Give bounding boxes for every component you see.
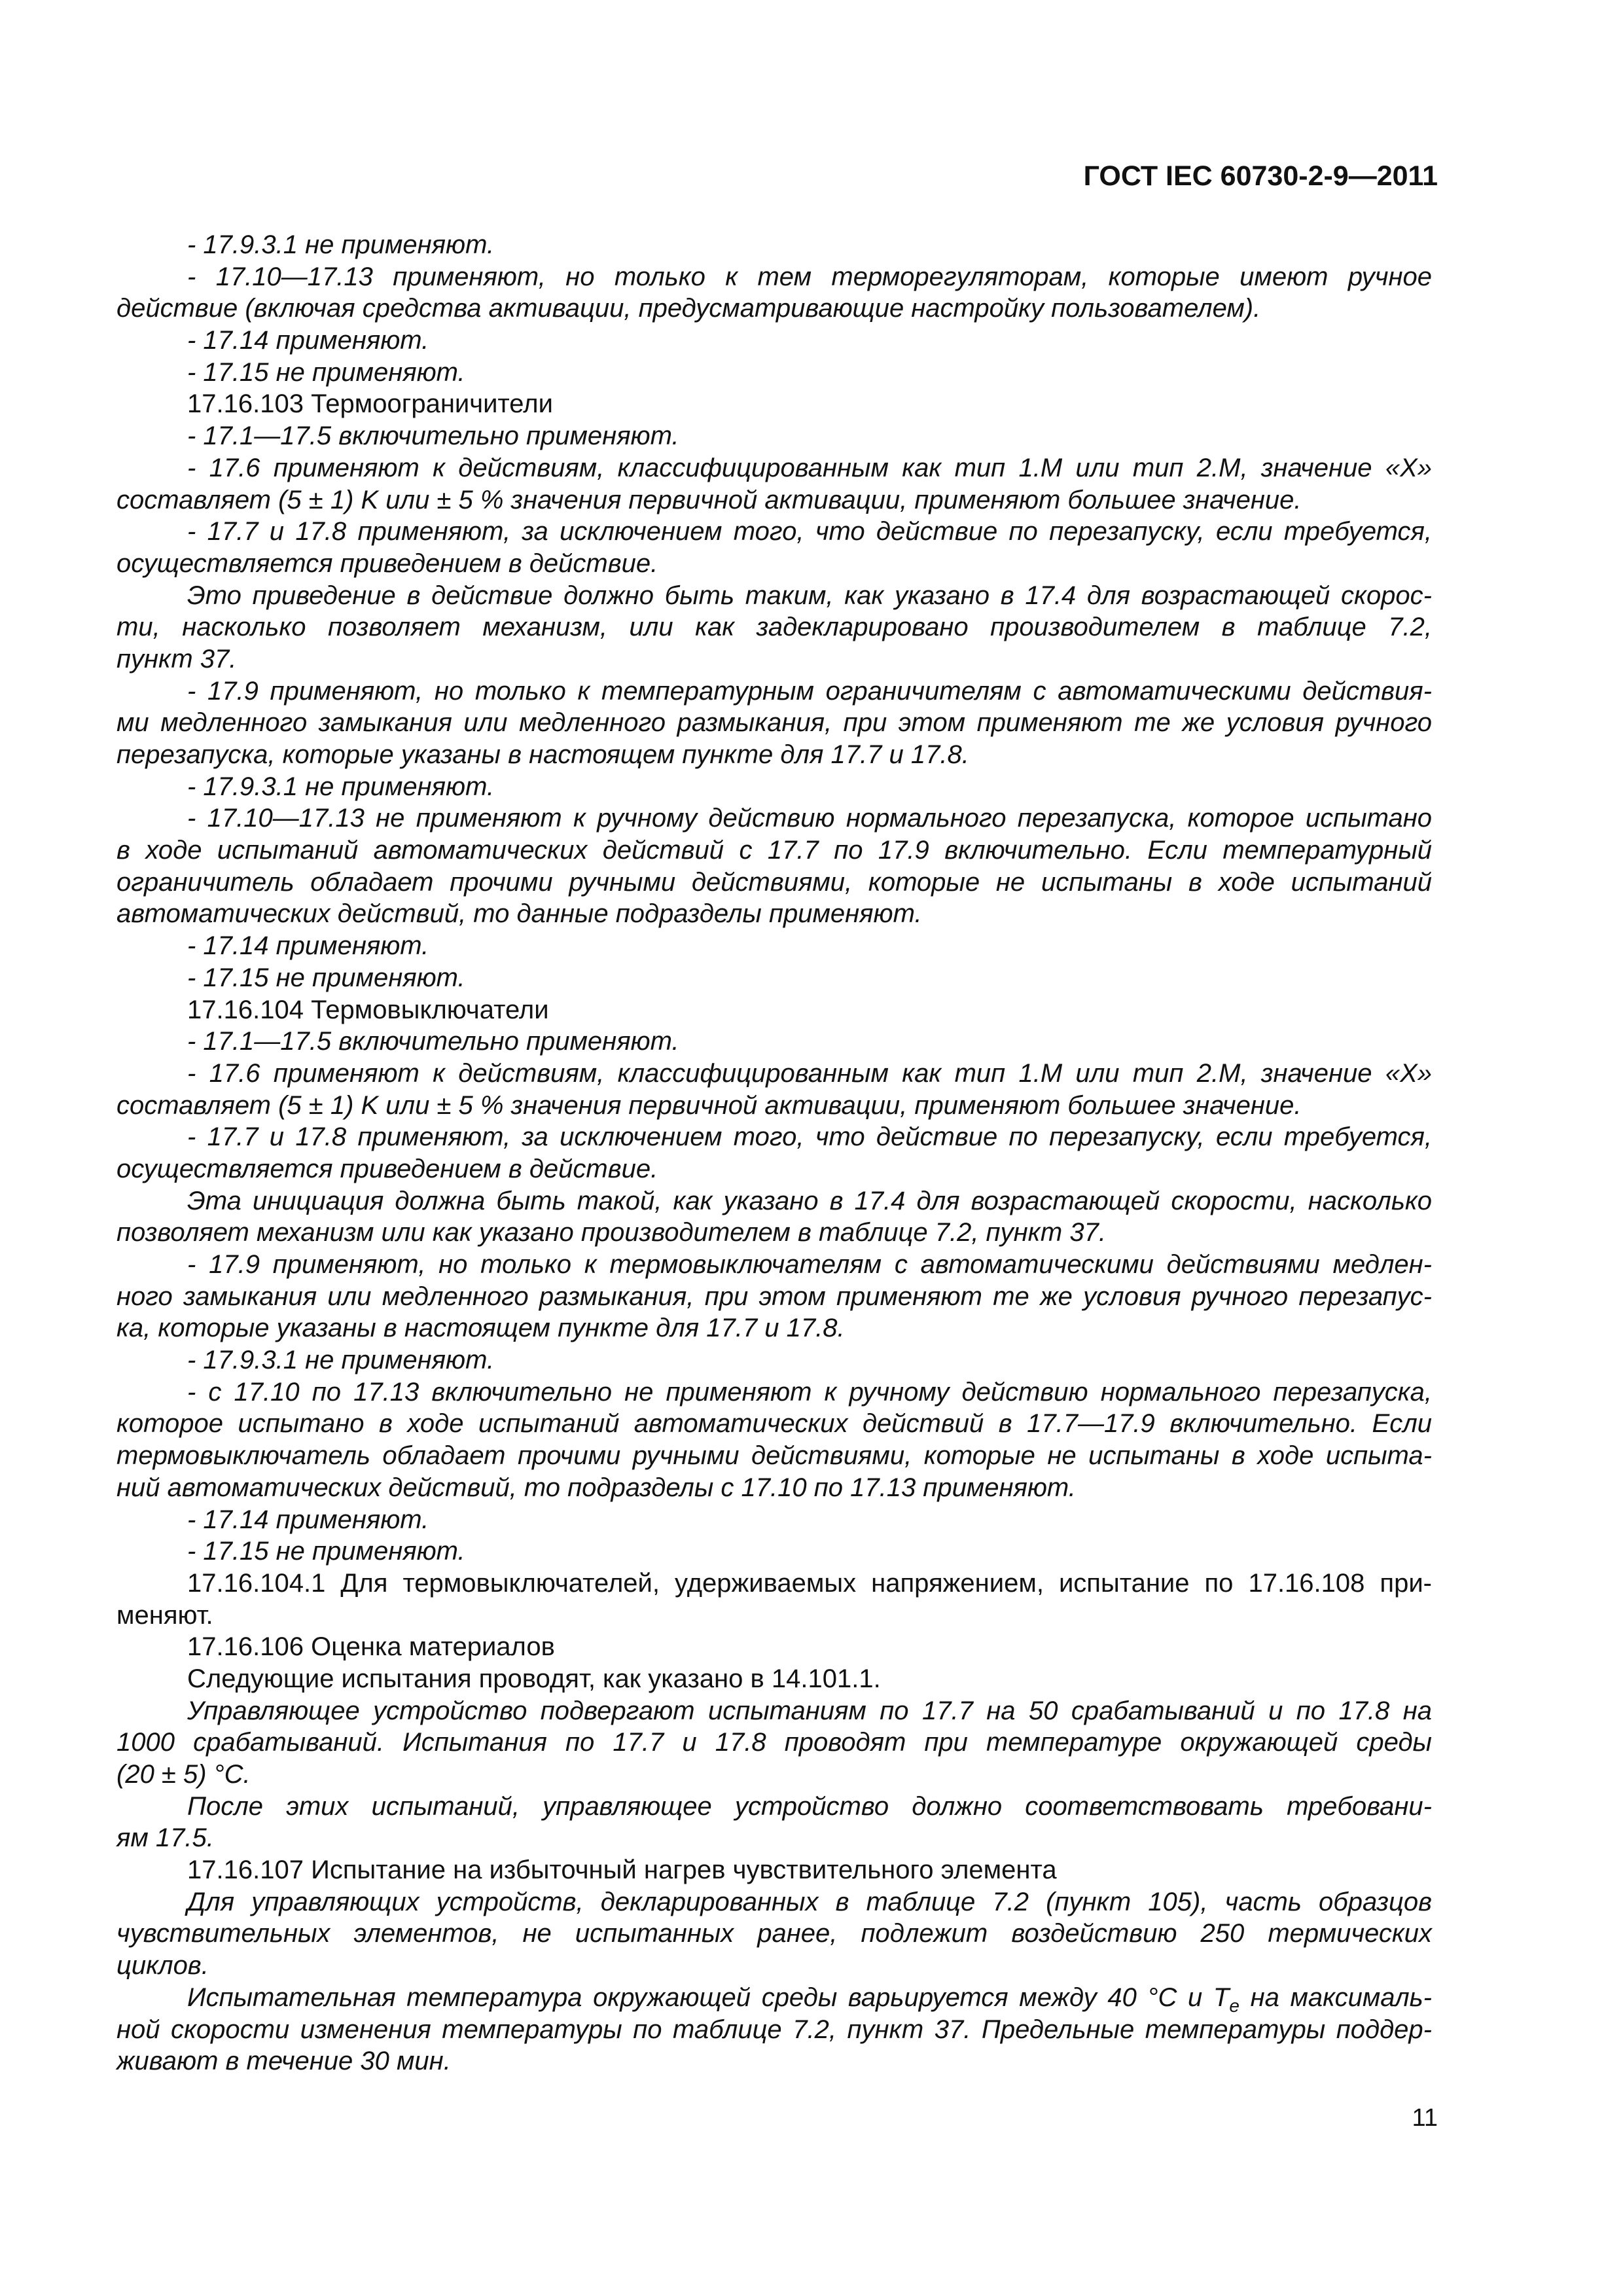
text-line: ям 17.5.: [116, 1823, 214, 1853]
text-line: - 17.7 и 17.8 применяют, за исключением того, что действие по перезапуску, если требуется,: [187, 1122, 1432, 1152]
text-line: - 17.1—17.5 включительно применяют.: [187, 422, 679, 451]
text-line: 17.16.104 Термовыключатели: [187, 995, 549, 1024]
text-line: ний автоматических действий, то подразделы с 17.10 по 17.13 применяют.: [116, 1473, 1076, 1502]
text-line: Это приведение в действие должно быть таким, как указано в 17.4 для возрастающей скорос-: [187, 581, 1432, 610]
text-line: 1000 срабатываний. Испытания по 17.7 и 17.8 проводят при температуре окружающей среды: [116, 1728, 1432, 1757]
text-line: ка, которые указаны в настоящем пункте для 17.7 и 17.8.: [116, 1314, 845, 1343]
text-line: Следующие испытания проводят, как указано в 14.101.1.: [187, 1664, 881, 1693]
text-line: живают в течение 30 мин.: [116, 2047, 451, 2076]
text-line: составляет (5 ± 1) K или ± 5 % значения первичной активации, применяют большее значение.: [116, 1090, 1302, 1120]
text-line: в ходе испытаний автоматических действий с 17.7 по 17.9 включительно. Если температурный: [116, 836, 1432, 865]
text-line: - 17.9.3.1 не применяют.: [187, 772, 495, 801]
page-number: 11: [1412, 2104, 1438, 2132]
text-line: - 17.6 применяют к действиям, классифицированным как тип 1.M или тип 2.M, значение «X»: [187, 453, 1432, 482]
text-line: - 17.10—17.13 применяют, но только к тем терморегуляторам, которые имеют ручное: [187, 262, 1432, 291]
text-line: - 17.14 применяют.: [187, 326, 429, 355]
text-line: (20 ± 5) °C.: [116, 1760, 251, 1789]
text-line: - 17.9.3.1 не применяют.: [187, 230, 495, 259]
text-line: Для управляющих устройств, декларированных в таблице 7.2 (пункт 105), часть образцов: [187, 1887, 1432, 1916]
text-line: ограничитель обладает прочими ручными действиями, которые не испытаны в ходе испытаний: [116, 867, 1432, 897]
text-line: осуществляется приведением в действие.: [116, 548, 658, 578]
text-line: - 17.9 применяют, но только к температурным ограничителям с автоматическими действия-: [187, 676, 1432, 706]
text-line: циклов.: [116, 1951, 209, 1981]
text-line: чувствительных элементов, не испытанных ранее, подлежит воздействию 250 термических: [116, 1919, 1432, 1948]
text-line: ной скорости изменения температуры по таблице 7.2, пункт 37. Предельные температуры поддер-: [116, 2015, 1432, 2044]
text-line: - 17.10—17.13 не применяют к ручному действию нормального перезапуска, которое испытано: [187, 804, 1432, 833]
text-line: действие (включая средства активации, предусматривающие настройку пользователем).: [116, 294, 1261, 323]
text-line: составляет (5 ± 1) K или ± 5 % значения первичной активации, применяют большее значение.: [116, 485, 1302, 514]
subscript: e: [1229, 1995, 1240, 2016]
text-line: меняют.: [116, 1600, 213, 1630]
text-line: пункт 37.: [116, 644, 237, 673]
text-line: - 17.9 применяют, но только к термовыключателям с автоматическими действиями медлен-: [187, 1250, 1432, 1279]
text-line: - 17.1—17.5 включительно применяют.: [187, 1027, 679, 1056]
text-line: ми медленного замыкания или медленного размыкания, при этом применяют те же условия ручного: [116, 708, 1432, 738]
text-line: которое испытано в ходе испытаний автоматических действий в 17.7—17.9 включительно. Если: [116, 1409, 1432, 1439]
text-line: ного замыкания или медленного размыкания, при этом применяют те же условия ручного перезапус-: [116, 1282, 1432, 1311]
text-line: 17.16.104.1 Для термовыключателей, удерживаемых напряжением, испытание по 17.16.108 при-: [187, 1568, 1432, 1598]
text-line: - 17.15 не применяют.: [187, 963, 465, 992]
document-body: [116, 229, 1432, 2077]
text-line: - 17.6 применяют к действиям, классифицированным как тип 1.M или тип 2.M, значение «X»: [187, 1058, 1432, 1088]
text-line: - 17.15 не применяют.: [187, 357, 465, 387]
text-segment: Испытательная температура окружающей среды варьируется между 40 °C и T: [187, 1982, 1230, 2012]
text-line: - с 17.10 по 17.13 включительно не применяют к ручному действию нормального перезапуска,: [187, 1377, 1432, 1407]
text-segment: на максималь-: [1239, 1982, 1432, 2012]
text-line: 17.16.103 Термоограничители: [187, 389, 553, 419]
text-line: автоматических действий, то данные подразделы применяют.: [116, 899, 922, 929]
text-line: Управляющее устройство подвергают испытаниям по 17.7 на 50 срабатываний и по 17.8 на: [187, 1696, 1432, 1725]
text-line: После этих испытаний, управляющее устройство должно соответствовать требовани-: [187, 1791, 1432, 1821]
text-line: 17.16.106 Оценка материалов: [187, 1632, 555, 1662]
text-line: Эта инициация должна быть такой, как указано в 17.4 для возрастающей скорости, насколько: [187, 1186, 1432, 1215]
text-line: 17.16.107 Испытание на избыточный нагрев чувствительного элемента: [187, 1856, 1057, 1885]
text-line: ти, насколько позволяет механизм, или как задекларировано производителем в таблице 7.2,: [116, 613, 1432, 642]
text-line: [116, 1982, 1432, 2014]
text-line: термовыключатель обладает прочими ручными действиями, которые не испытаны в ходе испыта-: [116, 1441, 1432, 1471]
text-line: осуществляется приведением в действие.: [116, 1154, 658, 1183]
text-line: - 17.9.3.1 не применяют.: [187, 1346, 495, 1375]
text-line: позволяет механизм или как указано производителем в таблице 7.2, пункт 37.: [116, 1218, 1106, 1247]
text-line: - 17.7 и 17.8 применяют, за исключением того, что действие по перезапуску, если требуется,: [187, 517, 1432, 547]
text-line: - 17.14 применяют.: [187, 1505, 429, 1534]
text-line: - 17.15 не применяют.: [187, 1537, 465, 1566]
text-line: перезапуска, которые указаны в настоящем пункте для 17.7 и 17.8.: [116, 740, 969, 769]
text-line: - 17.14 применяют.: [187, 931, 429, 961]
document-header: ГОСТ IEC 60730-2-9—2011: [1083, 160, 1438, 192]
